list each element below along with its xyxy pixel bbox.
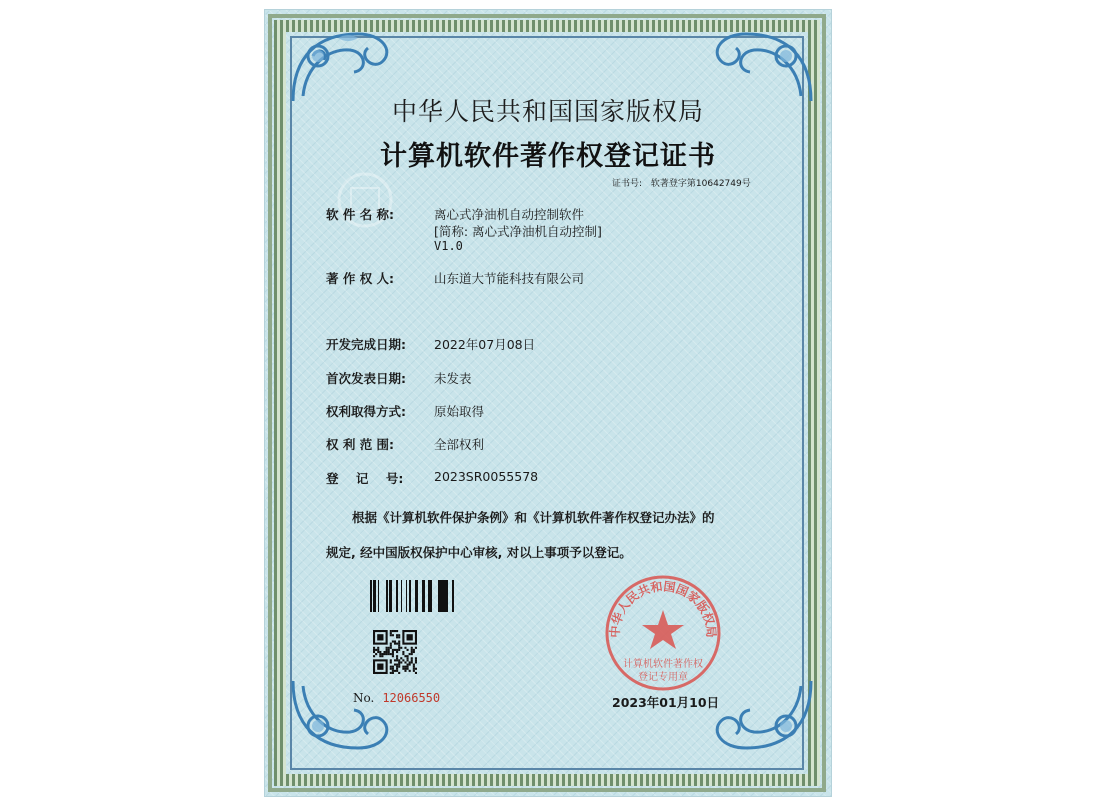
serial-number xyxy=(353,691,440,705)
qr-module xyxy=(396,668,398,670)
software-version: V1.0 xyxy=(434,239,463,253)
qr-module xyxy=(388,647,390,649)
qr-module xyxy=(377,647,379,649)
qr-module xyxy=(415,661,417,663)
qr-module xyxy=(398,664,400,666)
qr-module xyxy=(407,664,409,666)
qr-module xyxy=(392,655,394,657)
qr-module xyxy=(390,630,392,632)
qr-module xyxy=(390,643,392,645)
qr-module xyxy=(383,653,385,655)
qr-module xyxy=(407,649,409,651)
qr-module xyxy=(390,645,392,647)
qr-module xyxy=(390,659,392,661)
qr-module xyxy=(398,666,400,668)
qr-module xyxy=(411,657,413,659)
barcode-bar xyxy=(445,580,448,612)
first-publish-label: 首次发表日期: xyxy=(326,371,406,386)
qr-module xyxy=(394,664,396,666)
qr-finder-inner xyxy=(377,634,383,640)
qr-module xyxy=(409,670,411,672)
barcode-bar xyxy=(415,580,418,612)
qr-module xyxy=(381,655,383,657)
qr-module xyxy=(396,659,398,661)
qr-module xyxy=(413,666,415,668)
qr-module xyxy=(398,636,400,638)
completion-date-label: 开发完成日期: xyxy=(326,337,406,352)
qr-module xyxy=(411,659,413,661)
qr-module xyxy=(411,661,413,663)
software-short-name: [简称: 离心式净油机自动控制] xyxy=(434,224,602,239)
barcode-bar xyxy=(378,580,379,612)
qr-module xyxy=(377,649,379,651)
qr-module xyxy=(392,670,394,672)
qr-module xyxy=(396,630,398,632)
qr-module xyxy=(388,649,390,651)
qr-module xyxy=(404,670,406,672)
barcode-bar xyxy=(422,580,425,612)
statement-line-1: 根据《计算机软件保护条例》和《计算机软件著作权登记办法》的 xyxy=(352,510,715,525)
qr-module xyxy=(396,655,398,657)
qr-module xyxy=(400,657,402,659)
acquisition-label: 权利取得方式: xyxy=(326,404,406,419)
qr-module xyxy=(402,651,404,653)
qr-module xyxy=(386,649,388,651)
qr-module xyxy=(394,640,396,642)
qr-module xyxy=(392,651,394,653)
qr-module xyxy=(396,670,398,672)
owner-label: 著 作 权 人: xyxy=(326,271,395,286)
qr-finder-inner xyxy=(377,664,383,670)
qr-code-icon xyxy=(373,630,417,674)
qr-module xyxy=(411,651,413,653)
qr-module xyxy=(386,647,388,649)
qr-module xyxy=(396,634,398,636)
qr-module xyxy=(388,651,390,653)
barcode-icon xyxy=(370,580,454,612)
qr-finder-inner xyxy=(407,634,413,640)
qr-module xyxy=(409,653,411,655)
corner-ornament-icon xyxy=(706,676,816,756)
serial-label: No. xyxy=(353,691,375,705)
registration-label: 登 记 号: xyxy=(326,471,404,486)
acquisition-value: 原始取得 xyxy=(434,404,485,419)
barcode-bar xyxy=(396,580,398,612)
qr-module xyxy=(396,636,398,638)
qr-module xyxy=(404,647,406,649)
agency-title: 中华人民共和国国家版权局 xyxy=(391,97,704,126)
qr-module xyxy=(386,651,388,653)
qr-module xyxy=(396,657,398,659)
official-seal-icon xyxy=(604,574,722,692)
barcode-bar xyxy=(410,580,411,612)
qr-module xyxy=(415,659,417,661)
qr-module xyxy=(411,647,413,649)
qr-module xyxy=(398,643,400,645)
barcode-bar xyxy=(406,580,407,612)
qr-module xyxy=(407,659,409,661)
qr-module xyxy=(392,668,394,670)
qr-module xyxy=(390,668,392,670)
barcode-bar xyxy=(375,580,376,612)
qr-module xyxy=(398,672,400,674)
qr-module xyxy=(373,647,375,649)
qr-module xyxy=(390,647,392,649)
qr-module xyxy=(413,668,415,670)
qr-module xyxy=(373,651,375,653)
qr-module xyxy=(398,661,400,663)
serial-value: 12066550 xyxy=(382,691,441,705)
barcode-bar xyxy=(373,580,375,612)
registration-value: 2023SR0055578 xyxy=(434,469,539,484)
qr-module xyxy=(413,651,415,653)
qr-module xyxy=(373,649,375,651)
qr-module xyxy=(411,649,413,651)
qr-module xyxy=(392,653,394,655)
qr-module xyxy=(396,664,398,666)
certificate-number xyxy=(612,176,757,189)
barcode-bar xyxy=(439,580,442,612)
qr-module xyxy=(398,659,400,661)
certificate-title: 计算机软件著作权登记证书 xyxy=(380,141,716,172)
barcode-bar xyxy=(438,580,439,612)
qr-module xyxy=(386,653,388,655)
qr-module xyxy=(415,668,417,670)
seal-center-line-1: 计算机软件著作权 xyxy=(623,659,703,670)
qr-module xyxy=(409,661,411,663)
qr-module xyxy=(375,649,377,651)
scope-value: 全部权利 xyxy=(434,437,485,452)
qr-module xyxy=(392,672,394,674)
barcode-bar xyxy=(452,580,454,612)
barcode-bar xyxy=(409,580,410,612)
statement-line-2: 规定, 经中国版权保护中心审核, 对以上事项予以登记。 xyxy=(326,545,632,560)
certificate-number-value: 软著登字第10642749号 xyxy=(650,179,751,189)
seal-ring-text: 中华人民共和国国家版权局 xyxy=(607,579,719,639)
qr-module xyxy=(392,630,394,632)
qr-module xyxy=(383,651,385,653)
qr-module xyxy=(390,666,392,668)
qr-module xyxy=(411,653,413,655)
qr-module xyxy=(379,653,381,655)
certificate-number-label: 证书号: xyxy=(612,179,643,189)
qr-module xyxy=(392,640,394,642)
scope-label: 权 利 范 围: xyxy=(326,437,395,452)
qr-module xyxy=(415,672,417,674)
qr-module xyxy=(404,666,406,668)
completion-date-value: 2022年07月08日 xyxy=(434,337,536,352)
seal-center-line-2: 登记专用章 xyxy=(638,672,688,683)
qr-module xyxy=(392,649,394,651)
qr-module xyxy=(407,666,409,668)
qr-module xyxy=(404,668,406,670)
qr-module xyxy=(394,630,396,632)
qr-module xyxy=(394,670,396,672)
qr-module xyxy=(390,672,392,674)
barcode-bar xyxy=(370,580,372,612)
qr-module xyxy=(409,664,411,666)
qr-module xyxy=(402,668,404,670)
qr-module xyxy=(379,651,381,653)
barcode-bar xyxy=(428,580,430,612)
qr-module xyxy=(373,655,375,657)
qr-module xyxy=(407,657,409,659)
qr-module xyxy=(398,647,400,649)
software-name-label: 软 件 名 称: xyxy=(326,207,395,222)
qr-module xyxy=(375,653,377,655)
qr-module xyxy=(400,661,402,663)
barcode-bar xyxy=(389,580,392,612)
qr-module xyxy=(396,666,398,668)
qr-module xyxy=(392,666,394,668)
qr-module xyxy=(396,651,398,653)
qr-module xyxy=(390,653,392,655)
qr-module xyxy=(390,661,392,663)
qr-module xyxy=(394,649,396,651)
qr-module xyxy=(413,649,415,651)
qr-module xyxy=(415,657,417,659)
barcode-bar xyxy=(386,580,388,612)
owner-value: 山东道大节能科技有限公司 xyxy=(434,271,585,286)
qr-module xyxy=(398,649,400,651)
qr-module xyxy=(402,659,404,661)
qr-module xyxy=(390,632,392,634)
issue-date: 2023年01月10日 xyxy=(612,695,720,710)
qr-module xyxy=(404,655,406,657)
qr-module xyxy=(394,643,396,645)
corner-ornament-icon xyxy=(288,676,398,756)
qr-module xyxy=(392,634,394,636)
barcode-bar xyxy=(442,580,445,612)
qr-module xyxy=(402,653,404,655)
qr-module xyxy=(407,655,409,657)
qr-module xyxy=(413,664,415,666)
qr-module xyxy=(415,647,417,649)
software-name-value: 离心式净油机自动控制软件 xyxy=(434,207,585,222)
barcode-bar xyxy=(430,580,432,612)
qr-module xyxy=(394,659,396,661)
qr-module xyxy=(396,643,398,645)
qr-module xyxy=(396,649,398,651)
qr-module xyxy=(381,653,383,655)
qr-module xyxy=(388,653,390,655)
qr-module xyxy=(407,668,409,670)
qr-module xyxy=(400,647,402,649)
qr-module xyxy=(377,651,379,653)
qr-module xyxy=(402,666,404,668)
qr-module xyxy=(398,640,400,642)
first-publish-value: 未发表 xyxy=(434,371,472,386)
barcode-bar xyxy=(401,580,402,612)
qr-module xyxy=(413,670,415,672)
qr-module xyxy=(398,634,400,636)
qr-module xyxy=(398,645,400,647)
qr-module xyxy=(390,634,392,636)
qr-module xyxy=(404,661,406,663)
qr-module xyxy=(379,655,381,657)
